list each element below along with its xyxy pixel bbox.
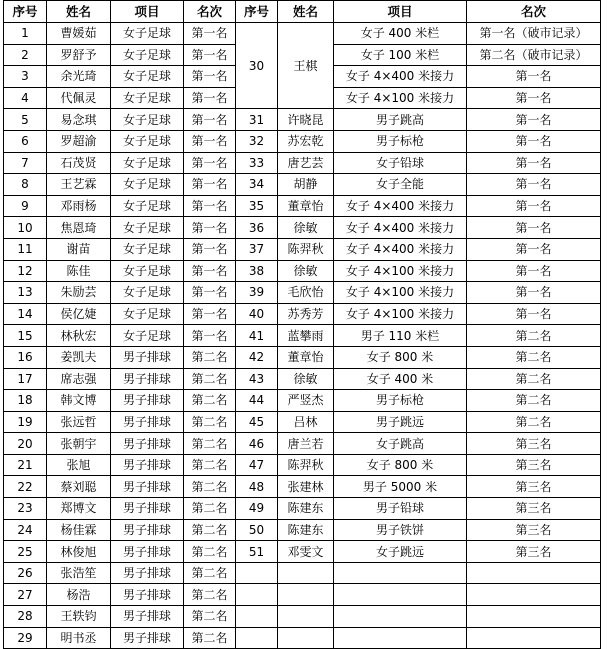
cell-name-left: 郑博文 xyxy=(47,498,111,520)
cell-index-right: 32 xyxy=(236,130,278,152)
cell-index-left: 7 xyxy=(4,152,47,174)
cell-index-right: 33 xyxy=(236,152,278,174)
table-row xyxy=(4,606,601,628)
awards-table-container xyxy=(3,0,601,649)
cell-name-right: 苏宏乾 xyxy=(278,130,334,152)
cell-name-right: 董章怡 xyxy=(278,346,334,368)
cell-name-right: 苏秀芳 xyxy=(278,303,334,325)
cell-rank-left: 第二名 xyxy=(184,390,236,412)
cell-event-left: 女子足球 xyxy=(111,23,184,45)
cell-event-left: 女子足球 xyxy=(111,44,184,66)
cell-event-right: 男子 110 米栏 xyxy=(334,325,467,347)
cell-index-left: 19 xyxy=(4,411,47,433)
cell-index-left: 24 xyxy=(4,519,47,541)
cell-rank-left: 第二名 xyxy=(184,627,236,649)
cell-index-left: 15 xyxy=(4,325,47,347)
cell-name-right: 蓝攀雨 xyxy=(278,325,334,347)
cell-rank-right: 第一名 xyxy=(467,260,601,282)
cell-event-right: 女子 4×100 米接力 xyxy=(334,303,467,325)
cell-name-right: 胡静 xyxy=(278,174,334,196)
cell-rank-left: 第二名 xyxy=(184,562,236,584)
cell-rank-left: 第二名 xyxy=(184,606,236,628)
cell-index-left: 18 xyxy=(4,390,47,412)
empty-cell xyxy=(236,606,278,628)
cell-name-left: 石茂贤 xyxy=(47,152,111,174)
cell-rank-right: 第二名 xyxy=(467,390,601,412)
cell-rank-right: 第三名 xyxy=(467,433,601,455)
cell-event-left: 女子足球 xyxy=(111,325,184,347)
cell-name-right: 唐兰若 xyxy=(278,433,334,455)
cell-event-left: 男子排球 xyxy=(111,606,184,628)
table-row xyxy=(4,476,601,498)
cell-name-left: 易念琪 xyxy=(47,109,111,131)
cell-rank-right: 第二名（破市记录） xyxy=(467,44,601,66)
cell-event-left: 女子足球 xyxy=(111,87,184,109)
cell-index-left: 27 xyxy=(4,584,47,606)
cell-index-right: 31 xyxy=(236,109,278,131)
cell-name-left: 朱励芸 xyxy=(47,282,111,304)
empty-cell xyxy=(334,584,467,606)
cell-index-left: 11 xyxy=(4,238,47,260)
cell-index-left: 23 xyxy=(4,498,47,520)
cell-rank-right: 第一名 xyxy=(467,152,601,174)
cell-index-right: 45 xyxy=(236,411,278,433)
cell-index-right: 49 xyxy=(236,498,278,520)
cell-name-right: 邓雯文 xyxy=(278,541,334,563)
cell-rank-right: 第一名 xyxy=(467,109,601,131)
table-row xyxy=(4,346,601,368)
cell-rank-right: 第一名 xyxy=(467,130,601,152)
cell-index-right: 46 xyxy=(236,433,278,455)
cell-rank-right: 第一名 xyxy=(467,66,601,88)
empty-cell xyxy=(278,584,334,606)
cell-rank-left: 第一名 xyxy=(184,109,236,131)
empty-cell xyxy=(467,562,601,584)
cell-event-left: 男子排球 xyxy=(111,562,184,584)
empty-cell xyxy=(334,606,467,628)
cell-event-left: 女子足球 xyxy=(111,217,184,239)
cell-event-right: 女子 400 米栏 xyxy=(334,23,467,45)
cell-rank-right: 第三名 xyxy=(467,519,601,541)
cell-event-right: 女子 4×400 米接力 xyxy=(334,66,467,88)
cell-rank-left: 第二名 xyxy=(184,584,236,606)
cell-name-left: 张浩笙 xyxy=(47,562,111,584)
table-row xyxy=(4,498,601,520)
cell-index-left: 28 xyxy=(4,606,47,628)
header-row xyxy=(4,1,601,23)
cell-event-left: 女子足球 xyxy=(111,66,184,88)
cell-name-left: 余光琦 xyxy=(47,66,111,88)
cell-event-right: 女子全能 xyxy=(334,174,467,196)
cell-event-left: 男子排球 xyxy=(111,346,184,368)
cell-event-left: 女子足球 xyxy=(111,195,184,217)
cell-event-left: 女子足球 xyxy=(111,260,184,282)
cell-event-left: 男子排球 xyxy=(111,390,184,412)
cell-event-left: 女子足球 xyxy=(111,282,184,304)
cell-name-left: 张朝宇 xyxy=(47,433,111,455)
cell-index-left: 4 xyxy=(4,87,47,109)
cell-name-right: 严竖杰 xyxy=(278,390,334,412)
cell-index-right: 47 xyxy=(236,454,278,476)
table-row xyxy=(4,433,601,455)
cell-rank-right: 第一名 xyxy=(467,195,601,217)
cell-rank-left: 第一名 xyxy=(184,238,236,260)
header-event-right: 项目 xyxy=(334,1,467,23)
cell-index-left: 26 xyxy=(4,562,47,584)
cell-event-left: 女子足球 xyxy=(111,130,184,152)
cell-event-left: 男子排球 xyxy=(111,433,184,455)
cell-name-right: 徐敏 xyxy=(278,368,334,390)
cell-name-right: 陈建东 xyxy=(278,498,334,520)
cell-event-left: 女子足球 xyxy=(111,109,184,131)
empty-cell xyxy=(334,562,467,584)
cell-name-right: 徐敏 xyxy=(278,217,334,239)
cell-rank-left: 第二名 xyxy=(184,498,236,520)
cell-name-left: 侯亿婕 xyxy=(47,303,111,325)
header-index-right: 序号 xyxy=(236,1,278,23)
table-row xyxy=(4,174,601,196)
cell-event-left: 女子足球 xyxy=(111,174,184,196)
cell-name-left: 席志强 xyxy=(47,368,111,390)
cell-event-right: 女子 4×100 米接力 xyxy=(334,87,467,109)
table-row xyxy=(4,238,601,260)
cell-name-right: 陈羿秋 xyxy=(278,238,334,260)
cell-index-right: 50 xyxy=(236,519,278,541)
cell-event-left: 男子排球 xyxy=(111,519,184,541)
cell-rank-left: 第一名 xyxy=(184,130,236,152)
cell-index-left: 22 xyxy=(4,476,47,498)
cell-rank-left: 第二名 xyxy=(184,454,236,476)
cell-name-left: 代佩灵 xyxy=(47,87,111,109)
cell-index-right: 35 xyxy=(236,195,278,217)
table-row xyxy=(4,368,601,390)
cell-event-right: 女子 400 米 xyxy=(334,368,467,390)
cell-rank-right: 第三名 xyxy=(467,476,601,498)
cell-rank-left: 第二名 xyxy=(184,476,236,498)
cell-name-right: 唐艺芸 xyxy=(278,152,334,174)
table-row xyxy=(4,109,601,131)
cell-event-left: 女子足球 xyxy=(111,238,184,260)
cell-event-right: 男子铅球 xyxy=(334,498,467,520)
cell-index-right: 37 xyxy=(236,238,278,260)
cell-index-left: 1 xyxy=(4,23,47,45)
cell-event-left: 男子排球 xyxy=(111,476,184,498)
cell-rank-right: 第一名 xyxy=(467,282,601,304)
cell-rank-right: 第一名（破市记录） xyxy=(467,23,601,45)
cell-event-right: 男子 5000 米 xyxy=(334,476,467,498)
cell-rank-left: 第一名 xyxy=(184,195,236,217)
cell-event-right: 男子跳高 xyxy=(334,109,467,131)
cell-index-left: 9 xyxy=(4,195,47,217)
cell-index-left: 25 xyxy=(4,541,47,563)
table-row xyxy=(4,454,601,476)
cell-event-left: 男子排球 xyxy=(111,498,184,520)
table-row xyxy=(4,130,601,152)
cell-rank-left: 第二名 xyxy=(184,541,236,563)
header-rank-right: 名次 xyxy=(467,1,601,23)
empty-cell xyxy=(467,627,601,649)
table-row xyxy=(4,584,601,606)
cell-rank-left: 第一名 xyxy=(184,152,236,174)
cell-rank-right: 第一名 xyxy=(467,87,601,109)
cell-event-left: 男子排球 xyxy=(111,411,184,433)
table-row xyxy=(4,260,601,282)
cell-name-left: 陈佳 xyxy=(47,260,111,282)
cell-index-left: 10 xyxy=(4,217,47,239)
cell-name-right: 陈建东 xyxy=(278,519,334,541)
cell-event-right: 男子标枪 xyxy=(334,390,467,412)
cell-rank-right: 第一名 xyxy=(467,238,601,260)
cell-index-right: 43 xyxy=(236,368,278,390)
cell-name-right: 吕林 xyxy=(278,411,334,433)
cell-index-left: 16 xyxy=(4,346,47,368)
table-row xyxy=(4,562,601,584)
cell-rank-right: 第三名 xyxy=(467,454,601,476)
table-row xyxy=(4,390,601,412)
cell-name-right: 王棋 xyxy=(278,23,334,109)
cell-rank-left: 第二名 xyxy=(184,346,236,368)
cell-name-left: 林秋宏 xyxy=(47,325,111,347)
header-event-left: 项目 xyxy=(111,1,184,23)
empty-cell xyxy=(278,606,334,628)
cell-name-left: 谢苗 xyxy=(47,238,111,260)
cell-name-left: 姜凯夫 xyxy=(47,346,111,368)
table-row xyxy=(4,217,601,239)
cell-event-right: 女子跳高 xyxy=(334,433,467,455)
cell-name-left: 王艺霖 xyxy=(47,174,111,196)
cell-index-left: 21 xyxy=(4,454,47,476)
cell-rank-right: 第二名 xyxy=(467,411,601,433)
cell-rank-left: 第一名 xyxy=(184,44,236,66)
cell-index-left: 5 xyxy=(4,109,47,131)
cell-event-right: 女子 800 米 xyxy=(334,346,467,368)
table-row xyxy=(4,23,601,45)
cell-rank-left: 第一名 xyxy=(184,174,236,196)
cell-rank-right: 第二名 xyxy=(467,346,601,368)
cell-name-left: 张远哲 xyxy=(47,411,111,433)
table-row xyxy=(4,627,601,649)
cell-index-right: 30 xyxy=(236,23,278,109)
cell-index-right: 34 xyxy=(236,174,278,196)
cell-rank-right: 第一名 xyxy=(467,174,601,196)
cell-rank-right: 第一名 xyxy=(467,303,601,325)
empty-cell xyxy=(278,562,334,584)
cell-name-left: 罗舒予 xyxy=(47,44,111,66)
cell-event-left: 女子足球 xyxy=(111,303,184,325)
cell-event-left: 男子排球 xyxy=(111,584,184,606)
cell-index-left: 14 xyxy=(4,303,47,325)
cell-event-right: 男子跳远 xyxy=(334,411,467,433)
cell-index-right: 42 xyxy=(236,346,278,368)
awards-table xyxy=(3,0,601,649)
cell-name-left: 林俊旭 xyxy=(47,541,111,563)
cell-rank-right: 第二名 xyxy=(467,368,601,390)
cell-name-left: 韩文博 xyxy=(47,390,111,412)
cell-index-right: 38 xyxy=(236,260,278,282)
cell-event-right: 女子铅球 xyxy=(334,152,467,174)
cell-rank-left: 第二名 xyxy=(184,433,236,455)
cell-index-right: 40 xyxy=(236,303,278,325)
cell-event-right: 女子 4×100 米接力 xyxy=(334,260,467,282)
cell-event-left: 男子排球 xyxy=(111,454,184,476)
cell-name-right: 董章怡 xyxy=(278,195,334,217)
cell-name-left: 明书丞 xyxy=(47,627,111,649)
cell-rank-left: 第一名 xyxy=(184,325,236,347)
table-body xyxy=(4,23,601,649)
cell-name-left: 蔡刘聪 xyxy=(47,476,111,498)
cell-name-right: 徐敏 xyxy=(278,260,334,282)
cell-index-right: 44 xyxy=(236,390,278,412)
cell-index-right: 51 xyxy=(236,541,278,563)
table-row xyxy=(4,519,601,541)
cell-rank-right: 第一名 xyxy=(467,217,601,239)
cell-name-right: 张建林 xyxy=(278,476,334,498)
cell-event-right: 女子 800 米 xyxy=(334,454,467,476)
cell-event-right: 女子 4×400 米接力 xyxy=(334,195,467,217)
cell-event-right: 女子 4×400 米接力 xyxy=(334,238,467,260)
cell-index-left: 6 xyxy=(4,130,47,152)
cell-rank-left: 第一名 xyxy=(184,260,236,282)
cell-name-right: 陈羿秋 xyxy=(278,454,334,476)
cell-rank-right: 第三名 xyxy=(467,541,601,563)
empty-cell xyxy=(278,627,334,649)
cell-event-left: 男子排球 xyxy=(111,627,184,649)
cell-name-left: 张旭 xyxy=(47,454,111,476)
cell-event-right: 男子铁饼 xyxy=(334,519,467,541)
cell-event-left: 男子排球 xyxy=(111,368,184,390)
cell-rank-left: 第一名 xyxy=(184,23,236,45)
cell-event-left: 女子足球 xyxy=(111,152,184,174)
table-row xyxy=(4,195,601,217)
cell-name-left: 杨浩 xyxy=(47,584,111,606)
cell-rank-left: 第二名 xyxy=(184,411,236,433)
empty-cell xyxy=(467,584,601,606)
empty-cell xyxy=(236,627,278,649)
cell-name-left: 焦恩琦 xyxy=(47,217,111,239)
cell-name-left: 杨佳霖 xyxy=(47,519,111,541)
header-name-right: 姓名 xyxy=(278,1,334,23)
cell-index-right: 36 xyxy=(236,217,278,239)
cell-index-left: 3 xyxy=(4,66,47,88)
header-index-left: 序号 xyxy=(4,1,47,23)
cell-name-left: 王轶钧 xyxy=(47,606,111,628)
cell-rank-left: 第一名 xyxy=(184,282,236,304)
cell-index-right: 41 xyxy=(236,325,278,347)
empty-cell xyxy=(236,584,278,606)
header-rank-left: 名次 xyxy=(184,1,236,23)
table-row xyxy=(4,152,601,174)
cell-index-left: 17 xyxy=(4,368,47,390)
cell-name-left: 罗超渝 xyxy=(47,130,111,152)
cell-index-left: 20 xyxy=(4,433,47,455)
table-row xyxy=(4,282,601,304)
cell-rank-right: 第三名 xyxy=(467,498,601,520)
cell-name-left: 曹媛茹 xyxy=(47,23,111,45)
cell-index-left: 12 xyxy=(4,260,47,282)
cell-rank-left: 第一名 xyxy=(184,66,236,88)
cell-rank-left: 第一名 xyxy=(184,217,236,239)
cell-index-right: 48 xyxy=(236,476,278,498)
cell-name-left: 邓雨杨 xyxy=(47,195,111,217)
cell-index-right: 39 xyxy=(236,282,278,304)
cell-event-right: 女子 4×400 米接力 xyxy=(334,217,467,239)
cell-event-right: 女子 4×100 米接力 xyxy=(334,282,467,304)
cell-rank-left: 第二名 xyxy=(184,519,236,541)
cell-name-right: 毛欣怡 xyxy=(278,282,334,304)
table-row xyxy=(4,541,601,563)
cell-rank-right: 第二名 xyxy=(467,325,601,347)
cell-name-right: 许晓昆 xyxy=(278,109,334,131)
cell-index-left: 29 xyxy=(4,627,47,649)
empty-cell xyxy=(334,627,467,649)
cell-event-right: 女子 100 米栏 xyxy=(334,44,467,66)
header-name-left: 姓名 xyxy=(47,1,111,23)
cell-index-left: 13 xyxy=(4,282,47,304)
cell-event-right: 男子标枪 xyxy=(334,130,467,152)
cell-index-left: 2 xyxy=(4,44,47,66)
cell-rank-left: 第一名 xyxy=(184,87,236,109)
table-row xyxy=(4,325,601,347)
cell-event-right: 女子跳远 xyxy=(334,541,467,563)
cell-event-left: 男子排球 xyxy=(111,541,184,563)
cell-index-left: 8 xyxy=(4,174,47,196)
empty-cell xyxy=(467,606,601,628)
cell-rank-left: 第二名 xyxy=(184,368,236,390)
cell-rank-left: 第一名 xyxy=(184,303,236,325)
table-row xyxy=(4,303,601,325)
table-row xyxy=(4,411,601,433)
empty-cell xyxy=(236,562,278,584)
